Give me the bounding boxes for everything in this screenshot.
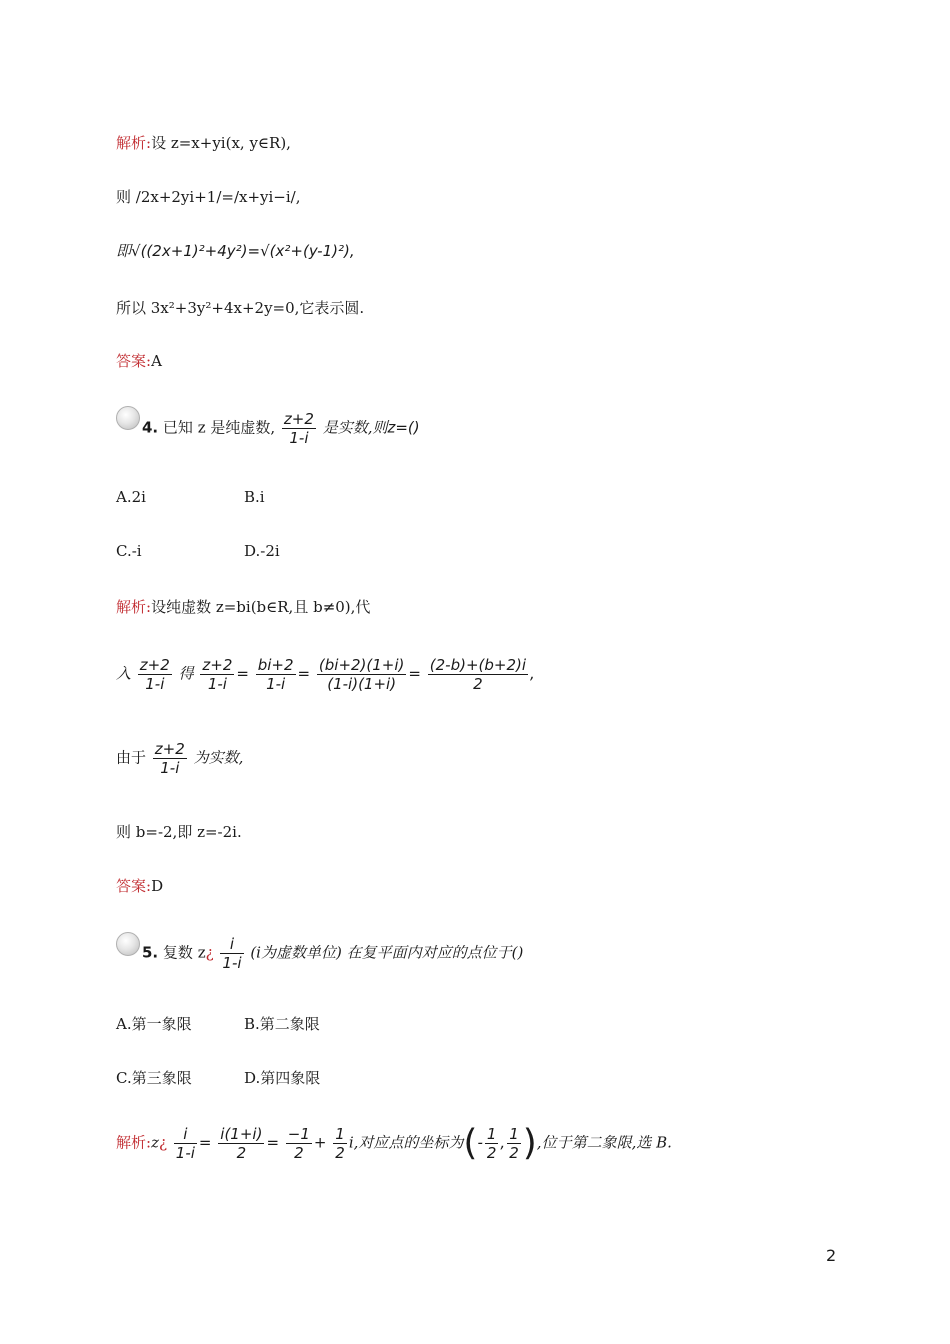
fraction: $\frac{z+2}{1-i}$ xyxy=(202,656,233,693)
analysis-line xyxy=(116,821,242,843)
analysis-label: 解析: xyxy=(116,134,152,152)
fraction: $\frac{(bi+2)(1+i)}{(1-i)(1+i)}$ xyxy=(318,656,405,693)
question-4-stem xyxy=(142,410,420,447)
option-d[interactable]: D.第四象限 xyxy=(244,1069,321,1087)
question-text: 是实数,则 xyxy=(322,418,388,437)
fraction: $\frac{i}{1-i}$ xyxy=(175,1125,195,1162)
question-5-stem xyxy=(142,935,523,972)
analysis-equation-line: 解析:z¿ $\frac{i}{1-i}$ = $\frac{i(1+i)}{2}$ = $\frac{-1}{2}$ + $\frac{1}{2}$ i,对应点的坐标为(- $\frac{1}{2}$ , $\frac{1}{2}$ ),位于第二象限,选 B. xyxy=(116,1122,672,1164)
option-d[interactable]: D.-2i xyxy=(244,542,280,560)
page-number: 2 xyxy=(826,1246,837,1265)
analysis-text: 则 b=-2,即 z=-2i. xyxy=(116,823,242,841)
question-number: 4. xyxy=(142,418,159,437)
analysis-label: 解析: xyxy=(116,598,152,616)
option-c[interactable]: C.第三象限 xyxy=(116,1069,192,1087)
option-c[interactable]: C.-i xyxy=(116,542,142,560)
fraction: $\frac{1}{2}$ xyxy=(486,1125,497,1162)
analysis-text: 得 xyxy=(178,664,194,683)
question-number: 5. xyxy=(142,943,159,962)
question-bubble-icon xyxy=(116,406,140,430)
analysis-line-2 xyxy=(116,186,300,208)
analysis-line-4 xyxy=(116,297,364,319)
answer-line xyxy=(116,875,163,897)
analysis-equation-line: 入 $\frac{z+2}{1-i}$ 得 $\frac{z+2}{1-i}$ = $\frac{bi+2}{1-i}$ = $\frac{(bi+2)(1+i)}{(1-i)(1+i)}$ = $\frac{(2-b)+(b+2)i}{2}$ , xyxy=(116,656,535,693)
fraction: $\frac{(2-b)+(b+2)i}{2}$ xyxy=(429,656,527,693)
analysis-text: 入 xyxy=(116,664,132,683)
answer-label: 答案: xyxy=(116,877,152,895)
question-mark: ¿ xyxy=(205,943,214,962)
fraction: $\frac{1}{2}$ xyxy=(335,1125,345,1162)
answer-line xyxy=(116,350,162,372)
analysis-text: i,对应点的坐标为 xyxy=(348,1133,464,1152)
analysis-text: 即 xyxy=(116,242,132,260)
fraction: $\frac{z+2}{1-i}$ xyxy=(283,410,314,447)
analysis-line-1 xyxy=(116,132,291,154)
answer-value: D xyxy=(151,877,164,895)
analysis-text: 则 /2x+2yi+1/=/x+yi−i/, xyxy=(116,188,301,206)
question-text: (i为虚数单位) 在复平面内对应的点位于() xyxy=(250,943,524,962)
fraction: $\frac{1}{2}$ xyxy=(509,1125,519,1162)
analysis-text: ,位于第二象限,选 B. xyxy=(536,1133,672,1152)
answer-value: A xyxy=(151,352,162,370)
analysis-line xyxy=(116,596,370,618)
analysis-text: 所以 3x²+3y²+4x+2y=0,它表示圆. xyxy=(116,299,365,317)
question-bubble-icon xyxy=(116,932,140,956)
analysis-label: 解析: xyxy=(116,1133,152,1152)
question-text: 复数 z xyxy=(162,943,206,962)
option-a[interactable]: A.第一象限 xyxy=(116,1015,192,1033)
fraction: $\frac{z+2}{1-i}$ xyxy=(154,740,185,777)
sqrt-equation: √((2x+1)²+4y²)=√(x²+(y-1)²), xyxy=(131,242,355,260)
answer-label: 答案: xyxy=(116,352,152,370)
fraction: $\frac{bi+2}{1-i}$ xyxy=(257,656,294,693)
analysis-text: 设 z=x+yi(x, y∈R), xyxy=(151,134,291,152)
question-text: 已知 z 是纯虚数, xyxy=(162,418,276,437)
option-b[interactable]: B.第二象限 xyxy=(244,1015,320,1033)
fraction: $\frac{i(1+i)}{2}$ xyxy=(220,1125,263,1162)
analysis-line-3 xyxy=(116,240,355,262)
option-a[interactable]: A.2i xyxy=(116,488,146,506)
analysis-line xyxy=(116,740,243,777)
fraction: $\frac{z+2}{1-i}$ xyxy=(139,656,170,693)
question-text: z=() xyxy=(387,418,420,437)
analysis-text: 设纯虚数 z=bi(b∈R,且 b≠0),代 xyxy=(151,598,371,616)
fraction: $\frac{i}{1-i}$ xyxy=(222,935,242,972)
fraction: $\frac{-1}{2}$ xyxy=(287,1125,310,1162)
analysis-text: 为实数, xyxy=(193,748,244,767)
analysis-text: 由于 xyxy=(116,748,147,767)
option-b[interactable]: B.i xyxy=(244,488,265,506)
